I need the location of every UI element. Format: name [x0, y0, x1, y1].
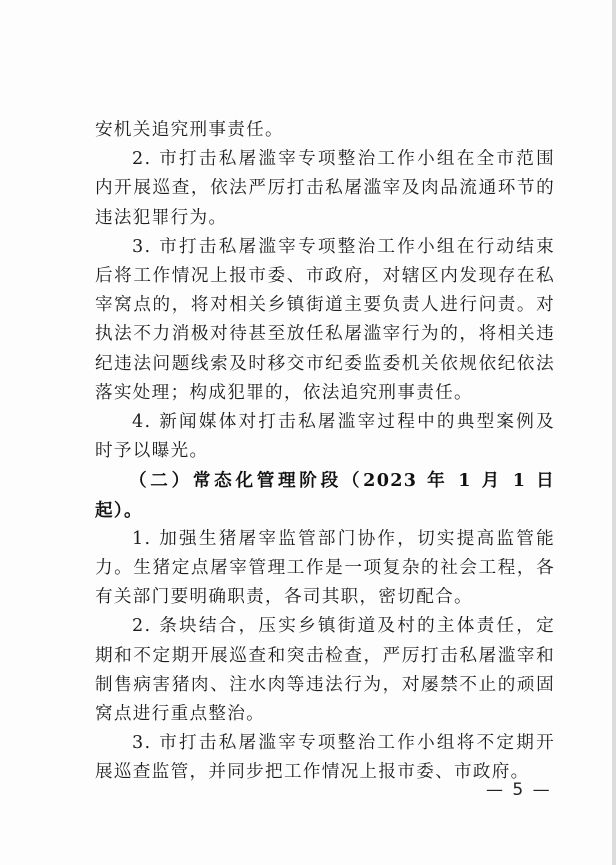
- paragraph-item-2-responsibility: 2. 条块结合，压实乡镇街道及村的主体责任，定期和不定期开展巡查和突击检查，严厉打击私屠滥宰和制售病害猪肉、注水肉等违法行为，对屡禁不止的顽固窝点进行重点整治。: [95, 616, 555, 725]
- scan-edge-border: [612, 0, 616, 865]
- paragraph-item-1-cooperation: 1. 加强生猪屠宰监管部门协作，切实提高监管能力。生猪定点屠宰管理工作是一项复杂的社会工程，各有关部门要明确职责，各司其职，密切配合。: [95, 528, 555, 608]
- paragraph-item-4-media-exposure: 4. 新闻媒体对打击私屠滥宰过程中的典型案例及时予以曝光。: [95, 412, 555, 462]
- section-heading-normalized-management: （二）常态化管理阶段（2023 年 1 月 1 日起）。: [95, 470, 555, 521]
- paragraph-item-3-report-accountability: 3. 市打击私屠滥宰专项整治工作小组在行动结束后将工作情况上报市委、市政府，对辖区内发现存在私宰窝点的，将对相关乡镇街道主要负责人进行问责。对执法不力消极对待甚至放任私屠滥宰行为的，将相关违纪违法问题线索及时移交市纪委监委机关依规依纪依法落实处理；构成犯罪的，依法追究刑事责任。: [95, 236, 555, 403]
- paragraph-item-2-patrol: 2. 市打击私屠滥宰专项整治工作小组在全市范围内开展巡查，依法严厉打击私屠滥宰及肉品流通环节的违法犯罪行为。: [95, 149, 555, 228]
- page-number: — 5 —: [486, 780, 552, 800]
- paragraph-continuation: 安机关追究刑事责任。: [95, 120, 284, 140]
- paragraph-item-3-irregular-inspection: 3. 市打击私屠滥宰专项整治工作小组将不定期开展巡查监管，并同步把工作情况上报市委、市政府。: [95, 733, 555, 783]
- document-body: [95, 116, 555, 788]
